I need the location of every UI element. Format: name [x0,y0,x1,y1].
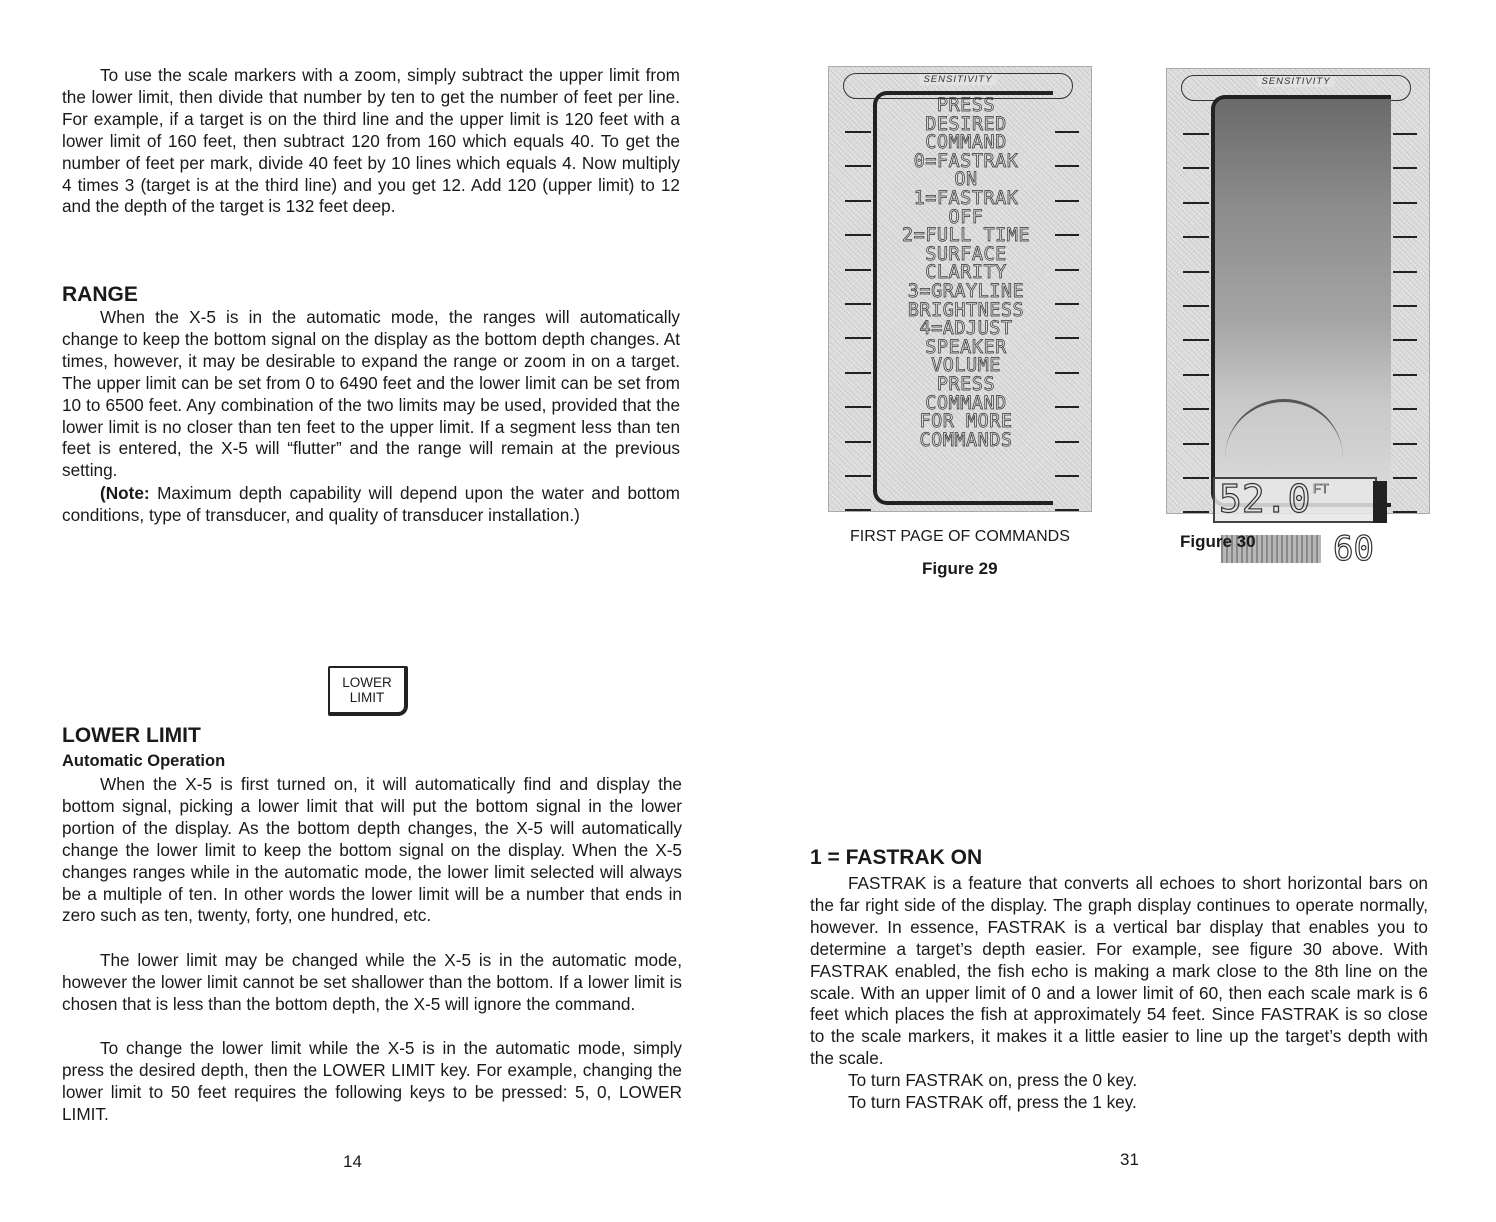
command-line: COMMANDS [919,429,1013,451]
figure-29-display [828,66,1092,512]
scale-tick [1183,477,1209,479]
note-text: Maximum depth capability will depend upon the water and bottom conditions, type of transducer, and quality of transducer installation.) [62,483,680,525]
scale-tick [1055,441,1079,443]
scale-tick [845,406,871,408]
command-line: DESIRED [925,113,1007,135]
command-line: PRESS [936,95,996,116]
page-number-left: 14 [343,1152,362,1171]
scale-tick [1183,443,1209,445]
command-line: VOLUME [931,355,1001,377]
scale-tick [845,131,871,133]
depth-unit: FT [1313,481,1329,496]
scale-tick [1183,202,1209,204]
command-line: 1=FASTRAK [913,187,1019,209]
scale-tick [1183,167,1209,169]
command-line: 0=FASTRAK [913,150,1019,172]
scale-tick [1183,305,1209,307]
scale-tick [1183,271,1209,273]
command-line: ON [954,169,978,191]
scale-tick [845,372,871,374]
scale-tick [1055,234,1079,236]
scale-tick [1055,475,1079,477]
fastrak-off-instruction: To turn FASTRAK off, press the 1 key. [848,1092,1137,1112]
lower-limit-key-icon [328,666,408,716]
intro-paragraph: To use the scale markers with a zoom, simply subtract the upper limit from the lower limit, then divide that number by ten to get the number of feet per line. For example, if a target is on the third line and the upper limit is 120 feet with a lower limit of 160 feet, then subtract 120 from 160 which equals 40. To get the number of feet per mark, divide 40 feet by 10 lines which equals 4. Now multiply 4 times 3 (target is at the third line) and you get 12. Add 120 (upper limit) to 12 and the depth of the target is 132 feet deep. [62,65,680,217]
figure-29-label: Figure 29 [922,559,998,578]
scale-tick [1055,337,1079,339]
scale-tick [845,234,871,236]
scale-tick [1393,271,1417,273]
scale-tick [845,509,871,511]
command-line: PRESS [936,373,996,395]
range-heading: RANGE [62,283,138,306]
scale-tick [1183,133,1209,135]
key-line-1: LOWER [342,675,392,690]
scale-tick [1393,133,1417,135]
fastrak-on-instruction: To turn FASTRAK on, press the 0 key. [848,1070,1138,1090]
scale-tick [1183,374,1209,376]
fastrak-paragraph: FASTRAK is a feature that converts all echoes to short horizontal bars on the far right side of the display. The graph display continues to operate normally, however. In essence, FASTRAK is a vertical bar display that enables you to determine a target’s depth easier. For example, see figure 30 above. With FASTRAK enabled, the fish echo is making a mark close to the 8th line on the scale. With an upper limit of 0 and a lower limit of 60, then each scale mark is 6 feet which places the fish at approximately 54 feet. Since FASTRAK is so close to the scale markers, it makes it a little easier to line up the target’s depth with the scale. [810,873,1428,1069]
scale-tick [845,475,871,477]
scale-tick [845,165,871,167]
scale-tick [1055,509,1079,511]
figure-29-caption: FIRST PAGE OF COMMANDS [850,528,1070,545]
scale-tick [1055,269,1079,271]
fastrak-heading: 1 = FASTRAK ON [810,846,983,869]
command-list [881,97,1051,450]
scale-tick [1393,236,1417,238]
lower-limit-paragraph-3: To change the lower limit while the X-5 is in the automatic mode, simply press the desired depth, then the LOWER LIMIT key. For example, changing the lower limit to 50 feet requires the following keys to be pressed: 5, 0, LOWER LIMIT. [62,1038,682,1124]
sensitivity-label: SENSITIVITY [919,74,996,85]
scale-tick [1055,406,1079,408]
page-number-right: 31 [1120,1150,1139,1169]
range-note [62,483,680,527]
lower-limit-reading: 60 [1333,529,1374,569]
scale-tick [845,337,871,339]
command-line: FOR MORE [919,411,1013,433]
command-line: 3=GRAYLINE [907,280,1025,302]
scale-tick [1393,374,1417,376]
command-line: 4=ADJUST [919,318,1013,340]
scale-tick [1183,339,1209,341]
sensitivity-label: SENSITIVITY [1257,76,1334,87]
scale-tick [845,269,871,271]
scale-tick [1393,339,1417,341]
command-line: SURFACE [925,243,1007,265]
command-line: BRIGHTNESS [907,299,1025,321]
fastrak-bar [1373,481,1387,523]
lower-limit-paragraph-1: When the X-5 is first turned on, it will automatically find and display the bottom signal, picking a lower limit that will put the bottom signal in the lower portion of the display. As the bottom depth changes, the X-5 will automatically change the lower limit to keep the bottom signal on the display. When the X-5 changes ranges while in the automatic mode, the lower limit selected will always be a multiple of ten. In other words the lower limit will be a number that ends in zero such as ten, twenty, forty, one hundred, etc. [62,774,682,926]
scale-tick [845,200,871,202]
lower-limit-paragraph-2: The lower limit may be changed while the X-5 is in the automatic mode, however the lower limit cannot be set shallower than the bottom. If a lower limit is chosen that is less than the bottom depth, the X-5 will ignore the command. [62,950,682,1014]
scale-tick [1393,167,1417,169]
scale-tick [1393,443,1417,445]
scale-tick [1055,200,1079,202]
scale-tick [1393,477,1417,479]
note-label: (Note: [100,483,150,503]
scale-tick [845,441,871,443]
lower-limit-heading: LOWER LIMIT [62,724,201,747]
scale-tick [1055,165,1079,167]
scale-tick [1183,511,1209,513]
command-line: OFF [948,206,984,228]
digital-depth-reading: 52.0 [1219,477,1311,521]
range-paragraph: When the X-5 is in the automatic mode, the ranges will automatically change to keep the bottom signal on the display as the bottom depth changes. At times, however, it may be desirable to expand the range or zoom in on a target. The upper limit can be set from 0 to 6490 feet and the lower limit can be set from 10 to 6500 feet. Any combination of the two limits may be used, provided that the lower limit is no closer than ten feet to the upper limit. If a segment less than ten feet is entered, the X-5 will “flutter” and the range will remain at the previous setting. [62,307,680,481]
scale-tick [1393,408,1417,410]
key-line-2: LIMIT [349,690,385,705]
scale-tick [1055,131,1079,133]
scale-tick [1393,511,1417,513]
scale-tick [1183,236,1209,238]
scale-tick [1055,303,1079,305]
scale-tick [1183,408,1209,410]
scale-tick [1055,372,1079,374]
automatic-operation-subheading: Automatic Operation [62,752,226,770]
command-line: 2=FULL TIME [901,225,1031,247]
command-line: CLARITY [925,262,1007,284]
figure-30-label: Figure 30 [1180,532,1256,551]
scale-tick [1393,202,1417,204]
command-line: SPEAKER [925,336,1007,358]
scale-tick [1393,305,1417,307]
scale-tick [845,303,871,305]
right-page [748,0,1496,1222]
command-line: COMMAND [925,392,1007,414]
command-line: COMMAND [925,132,1007,154]
